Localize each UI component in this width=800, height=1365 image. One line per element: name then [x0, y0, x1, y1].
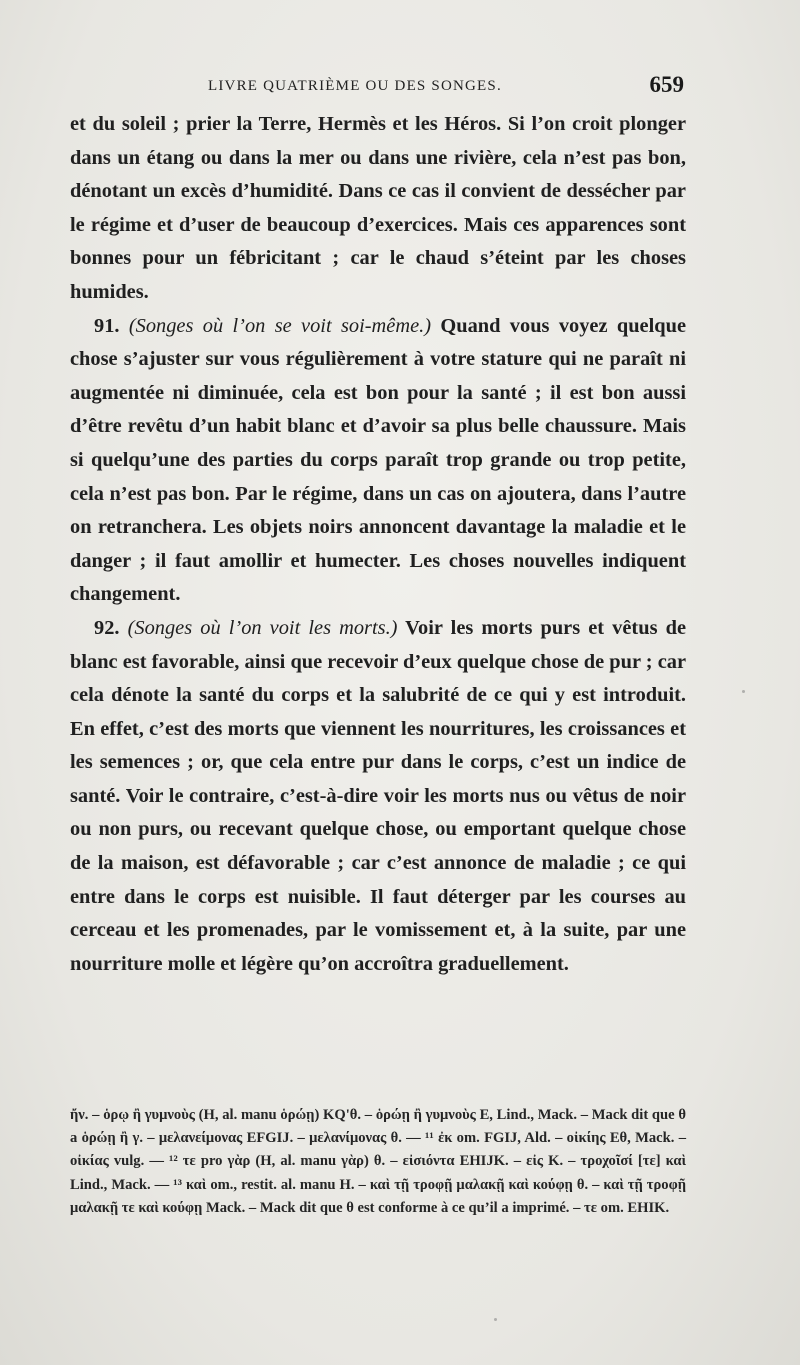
- paragraph-91-text: Quand vous voyez quelque chose s’ajuster sur vous régulièrement à votre stature qui ne paraît ni augmentée ni diminuée, cela est bon pour la santé ; il est bon aussi d’être revêtu d’un habit blanc et d’avoir sa plus belle chaussure. Mais si quelqu’une des parties du corps paraît trop grande ou trop petite, cela n’est pas bon. Par le régime, dans un cas on ajoutera, dans l’autre on retranchera. Les objets noirs annoncent davantage la maladie et le danger ; il faut amollir et humecter. Les choses nouvelles indiquent changement.: [70, 314, 686, 606]
- body-text: [70, 108, 686, 981]
- paragraph-92: [70, 612, 686, 982]
- footnotes: [70, 1104, 686, 1220]
- paper-speck: [494, 1318, 497, 1321]
- paragraph-92-number: 92.: [94, 616, 128, 639]
- paragraph-91-title: (Songes où l’on se voit soi-même.): [128, 314, 432, 337]
- paragraph-92-title: (Songes où l’on voit les morts.): [127, 616, 398, 639]
- running-title: LIVRE QUATRIÈME OU DES SONGES.: [208, 78, 502, 94]
- paragraph-91-number: 91.: [94, 314, 129, 337]
- running-head: [70, 72, 686, 104]
- paragraph-91: [70, 310, 686, 612]
- paper-speck: [742, 690, 745, 693]
- footnote-text: ἤν. – ὁρῳ ἢ γυμνοὺς (H, al. manu ὁρώῃ) KQ'θ. – ὁρώῃ ἢ γυμνοὺς E, Lind., Mack. – Mack dit que θ a ὁρώῃ ἢ γ. – μελανείμονας EFGIJ. – μελανίμονας θ. — ¹¹ ἐκ om. FGIJ, Ald. – οἰκίης Eθ, Mack. – οἰκίας vulg. — ¹² τε pro γὰρ (H, al. manu γὰρ) θ. – εἰσιόντα EHIJK. – εἰς K. – τροχοῖσί [τε] καὶ Lind., Mack. — ¹³ καὶ om., restit. al. manu H. – καὶ τῇ τροφῇ μαλακῇ καὶ κούφῃ θ. – καὶ τῇ τροφῇ μαλακῇ τε καὶ κούφῃ Mack. – Mack dit que θ est conforme à ce qu’il a imprimé. – τε om. EHIK.: [70, 1107, 686, 1216]
- paragraph-intro: et du soleil ; prier la Terre, Hermès et les Héros. Si l’on croit plonger dans un étang ou dans la mer ou dans une rivière, cela n’est pas bon, dénotant un excès d’humidité. Dans ce cas il convient de dessécher par le régime et d’user de beaucoup d’exercices. Mais ces apparences sont bonnes pour un fébricitant ; car le chaud s’éteint par les choses humides.: [70, 113, 686, 303]
- paragraph-92-text: Voir les morts purs et vêtus de blanc est favorable, ainsi que recevoir d’eux quelque chose de pur ; car cela dénote la santé du corps et la salubrité de ce qui y est introduit. En effet, c’est des morts que viennent les nourritures, les croissances et les semences ; or, que cela entre pur dans le corps, c’est un indice de santé. Voir le contraire, c’est-à-dire voir les morts nus ou vêtus de noir ou non purs, ou recevant quelque chose, ou emportant quelque chose de la maison, est défavorable ; car c’est annonce de maladie ; ce qui entre dans le corps est nuisible. Il faut déterger par les courses au cerceau et les promenades, par le vomissement et, à la suite, par une nourriture molle et légère qu’on accroîtra graduellement.: [70, 616, 686, 975]
- page-number: 659: [649, 72, 684, 97]
